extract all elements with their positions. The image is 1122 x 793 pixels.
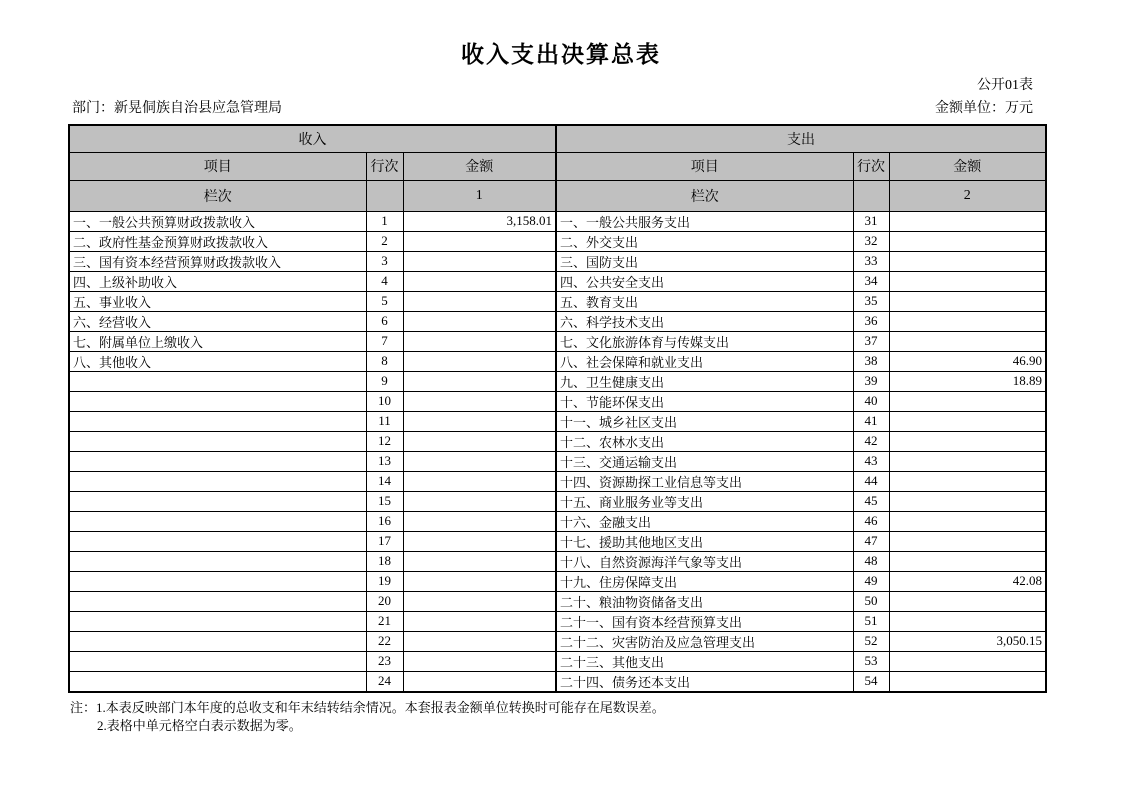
income-rowno-cell: 20	[366, 591, 403, 611]
expense-rowno-cell: 33	[853, 251, 889, 271]
expense-item-header: 项目	[556, 152, 853, 180]
expense-amount-cell	[889, 431, 1046, 451]
income-rowno-cell: 4	[366, 271, 403, 291]
income-section-header: 收入	[69, 125, 556, 152]
income-item-header: 项目	[69, 152, 366, 180]
expense-amount-cell	[889, 411, 1046, 431]
income-amount-cell	[403, 371, 556, 391]
income-item-cell: 七、附属单位上缴收入	[69, 331, 366, 351]
expense-item-cell: 十七、援助其他地区支出	[556, 531, 853, 551]
table-body	[69, 211, 1046, 692]
column-index-row	[69, 180, 1046, 211]
income-item-cell: 六、经营收入	[69, 311, 366, 331]
income-amount-cell: 3,158.01	[403, 211, 556, 231]
table-row	[69, 271, 1046, 291]
expense-amount-header: 金额	[889, 152, 1046, 180]
expense-amount-cell	[889, 211, 1046, 231]
income-rowno-cell: 1	[366, 211, 403, 231]
expense-amount-cell	[889, 611, 1046, 631]
expense-item-cell: 二、外交支出	[556, 231, 853, 251]
department-label: 部门：新晃侗族自治县应急管理局	[72, 101, 282, 116]
table-row	[69, 391, 1046, 411]
expense-amount-cell: 18.89	[889, 371, 1046, 391]
expense-amount-cell	[889, 551, 1046, 571]
income-rowno-cell: 11	[366, 411, 403, 431]
expense-rowno-cell: 51	[853, 611, 889, 631]
expense-item-cell: 一、一般公共服务支出	[556, 211, 853, 231]
income-rowno-cell: 14	[366, 471, 403, 491]
expense-amount-cell	[889, 651, 1046, 671]
table-row	[69, 531, 1046, 551]
expense-item-cell: 五、教育支出	[556, 291, 853, 311]
expense-item-cell: 十八、自然资源海洋气象等支出	[556, 551, 853, 571]
table-row	[69, 231, 1046, 251]
income-rowno-cell: 18	[366, 551, 403, 571]
income-item-cell	[69, 471, 366, 491]
income-rowno-cell: 7	[366, 331, 403, 351]
expense-rowno-cell: 37	[853, 331, 889, 351]
income-rowno-cell: 10	[366, 391, 403, 411]
expense-item-cell: 九、卫生健康支出	[556, 371, 853, 391]
expense-amount-cell	[889, 251, 1046, 271]
expense-item-cell: 二十一、国有资本经营预算支出	[556, 611, 853, 631]
table-row	[69, 491, 1046, 511]
expense-item-cell: 二十二、灾害防治及应急管理支出	[556, 631, 853, 651]
income-item-cell	[69, 411, 366, 431]
income-rowno-cell: 9	[366, 371, 403, 391]
income-rowno-cell: 17	[366, 531, 403, 551]
income-amount-cell	[403, 391, 556, 411]
column-header-row	[69, 152, 1046, 180]
income-amount-cell	[403, 551, 556, 571]
income-rowno-cell: 22	[366, 631, 403, 651]
income-amount-header: 金额	[403, 152, 556, 180]
income-item-cell	[69, 491, 366, 511]
table-row	[69, 351, 1046, 371]
expense-rowno-cell: 44	[853, 471, 889, 491]
expense-item-cell: 十六、金融支出	[556, 511, 853, 531]
table-row	[69, 551, 1046, 571]
expense-item-cell: 十五、商业服务业等支出	[556, 491, 853, 511]
table-row	[69, 331, 1046, 351]
income-rowno-cell: 3	[366, 251, 403, 271]
income-col-index: 1	[403, 180, 556, 211]
income-rowno-cell: 23	[366, 651, 403, 671]
table-row	[69, 591, 1046, 611]
expense-rowno-cell: 36	[853, 311, 889, 331]
income-item-cell	[69, 651, 366, 671]
income-amount-cell	[403, 411, 556, 431]
expense-amount-cell	[889, 671, 1046, 692]
expense-amount-cell	[889, 331, 1046, 351]
income-amount-cell	[403, 231, 556, 251]
income-amount-cell	[403, 571, 556, 591]
expense-rowno-cell: 45	[853, 491, 889, 511]
table-row	[69, 671, 1046, 692]
table-row	[69, 631, 1046, 651]
section-header-row	[69, 125, 1046, 152]
income-index-blank	[366, 180, 403, 211]
expense-item-cell: 四、公共安全支出	[556, 271, 853, 291]
expense-rowno-cell: 43	[853, 451, 889, 471]
table-row	[69, 431, 1046, 451]
table-row	[69, 451, 1046, 471]
income-rowno-cell: 2	[366, 231, 403, 251]
table-code-label: 公开01表	[977, 78, 1033, 93]
table-row	[69, 651, 1046, 671]
expense-rowno-cell: 41	[853, 411, 889, 431]
income-amount-cell	[403, 591, 556, 611]
expense-item-cell: 十、节能环保支出	[556, 391, 853, 411]
table-row	[69, 511, 1046, 531]
income-amount-cell	[403, 431, 556, 451]
expense-index-label: 栏次	[556, 180, 853, 211]
income-item-cell	[69, 391, 366, 411]
expense-rowno-cell: 49	[853, 571, 889, 591]
expense-section-header: 支出	[556, 125, 1046, 152]
expense-rowno-cell: 46	[853, 511, 889, 531]
expense-rowno-cell: 47	[853, 531, 889, 551]
table-header	[69, 125, 1046, 211]
income-amount-cell	[403, 531, 556, 551]
expense-item-cell: 二十三、其他支出	[556, 651, 853, 671]
expense-rowno-cell: 53	[853, 651, 889, 671]
income-amount-cell	[403, 291, 556, 311]
income-item-cell	[69, 431, 366, 451]
expense-rowno-cell: 48	[853, 551, 889, 571]
income-rowno-cell: 6	[366, 311, 403, 331]
income-item-cell: 一、一般公共预算财政拨款收入	[69, 211, 366, 231]
income-item-cell	[69, 511, 366, 531]
income-item-cell	[69, 611, 366, 631]
income-amount-cell	[403, 471, 556, 491]
expense-amount-cell	[889, 311, 1046, 331]
income-rowno-cell: 8	[366, 351, 403, 371]
income-amount-cell	[403, 451, 556, 471]
table-row	[69, 211, 1046, 231]
table-row	[69, 291, 1046, 311]
expense-amount-cell	[889, 231, 1046, 251]
table-row	[69, 571, 1046, 591]
expense-rowno-cell: 35	[853, 291, 889, 311]
income-item-cell: 三、国有资本经营预算财政拨款收入	[69, 251, 366, 271]
expense-rowno-header: 行次	[853, 152, 889, 180]
expense-amount-cell: 46.90	[889, 351, 1046, 371]
income-item-cell	[69, 571, 366, 591]
table-row	[69, 611, 1046, 631]
income-item-cell: 二、政府性基金预算财政拨款收入	[69, 231, 366, 251]
income-rowno-cell: 13	[366, 451, 403, 471]
expense-amount-cell: 42.08	[889, 571, 1046, 591]
expense-amount-cell	[889, 391, 1046, 411]
expense-amount-cell	[889, 491, 1046, 511]
income-amount-cell	[403, 671, 556, 692]
expense-rowno-cell: 42	[853, 431, 889, 451]
income-item-cell	[69, 531, 366, 551]
expense-amount-cell	[889, 451, 1046, 471]
expense-amount-cell: 3,050.15	[889, 631, 1046, 651]
expense-rowno-cell: 39	[853, 371, 889, 391]
expense-item-cell: 十九、住房保障支出	[556, 571, 853, 591]
income-rowno-cell: 19	[366, 571, 403, 591]
expense-amount-cell	[889, 271, 1046, 291]
expense-amount-cell	[889, 511, 1046, 531]
expense-rowno-cell: 38	[853, 351, 889, 371]
income-amount-cell	[403, 631, 556, 651]
expense-rowno-cell: 40	[853, 391, 889, 411]
expense-rowno-cell: 54	[853, 671, 889, 692]
expense-amount-cell	[889, 591, 1046, 611]
table-row	[69, 411, 1046, 431]
expense-item-cell: 十二、农林水支出	[556, 431, 853, 451]
income-item-cell	[69, 371, 366, 391]
income-item-cell	[69, 551, 366, 571]
income-amount-cell	[403, 611, 556, 631]
expense-item-cell: 十一、城乡社区支出	[556, 411, 853, 431]
income-rowno-cell: 16	[366, 511, 403, 531]
expense-rowno-cell: 32	[853, 231, 889, 251]
expense-item-cell: 二十四、债务还本支出	[556, 671, 853, 692]
expense-rowno-cell: 34	[853, 271, 889, 291]
table-row	[69, 311, 1046, 331]
income-item-cell	[69, 671, 366, 692]
expense-rowno-cell: 50	[853, 591, 889, 611]
footnotes	[70, 699, 1122, 735]
table-row	[69, 471, 1046, 491]
income-rowno-cell: 24	[366, 671, 403, 692]
income-amount-cell	[403, 331, 556, 351]
table-row	[69, 371, 1046, 391]
income-rowno-header: 行次	[366, 152, 403, 180]
expense-index-blank	[853, 180, 889, 211]
page-title: 收入支出决算总表	[461, 42, 661, 67]
income-rowno-cell: 15	[366, 491, 403, 511]
income-amount-cell	[403, 651, 556, 671]
expense-item-cell: 十三、交通运输支出	[556, 451, 853, 471]
expense-item-cell: 三、国防支出	[556, 251, 853, 271]
income-index-label: 栏次	[69, 180, 366, 211]
expense-item-cell: 六、科学技术支出	[556, 311, 853, 331]
income-rowno-cell: 21	[366, 611, 403, 631]
expense-amount-cell	[889, 471, 1046, 491]
income-rowno-cell: 12	[366, 431, 403, 451]
meta-row	[68, 100, 1045, 118]
income-amount-cell	[403, 251, 556, 271]
income-item-cell: 八、其他收入	[69, 351, 366, 371]
income-amount-cell	[403, 491, 556, 511]
expense-item-cell: 十四、资源勘探工业信息等支出	[556, 471, 853, 491]
income-amount-cell	[403, 351, 556, 371]
income-item-cell	[69, 631, 366, 651]
income-item-cell: 四、上级补助收入	[69, 271, 366, 291]
income-rowno-cell: 5	[366, 291, 403, 311]
footnote-1: 注：1.本表反映部门本年度的总收支和年末结转结余情况。本套报表金额单位转换时可能存在尾数误差。	[70, 699, 665, 715]
expense-rowno-cell: 52	[853, 631, 889, 651]
expense-rowno-cell: 31	[853, 211, 889, 231]
income-item-cell	[69, 451, 366, 471]
income-item-cell: 五、事业收入	[69, 291, 366, 311]
expense-item-cell: 八、社会保障和就业支出	[556, 351, 853, 371]
summary-table	[68, 124, 1047, 693]
income-amount-cell	[403, 511, 556, 531]
expense-col-index: 2	[889, 180, 1046, 211]
footnote-2: 2.表格中单元格空白表示数据为零。	[97, 717, 302, 733]
unit-label: 金额单位：万元	[935, 101, 1033, 116]
expense-amount-cell	[889, 531, 1046, 551]
income-amount-cell	[403, 311, 556, 331]
income-item-cell	[69, 591, 366, 611]
expense-amount-cell	[889, 291, 1046, 311]
income-amount-cell	[403, 271, 556, 291]
expense-item-cell: 七、文化旅游体育与传媒支出	[556, 331, 853, 351]
expense-item-cell: 二十、粮油物资储备支出	[556, 591, 853, 611]
table-row	[69, 251, 1046, 271]
